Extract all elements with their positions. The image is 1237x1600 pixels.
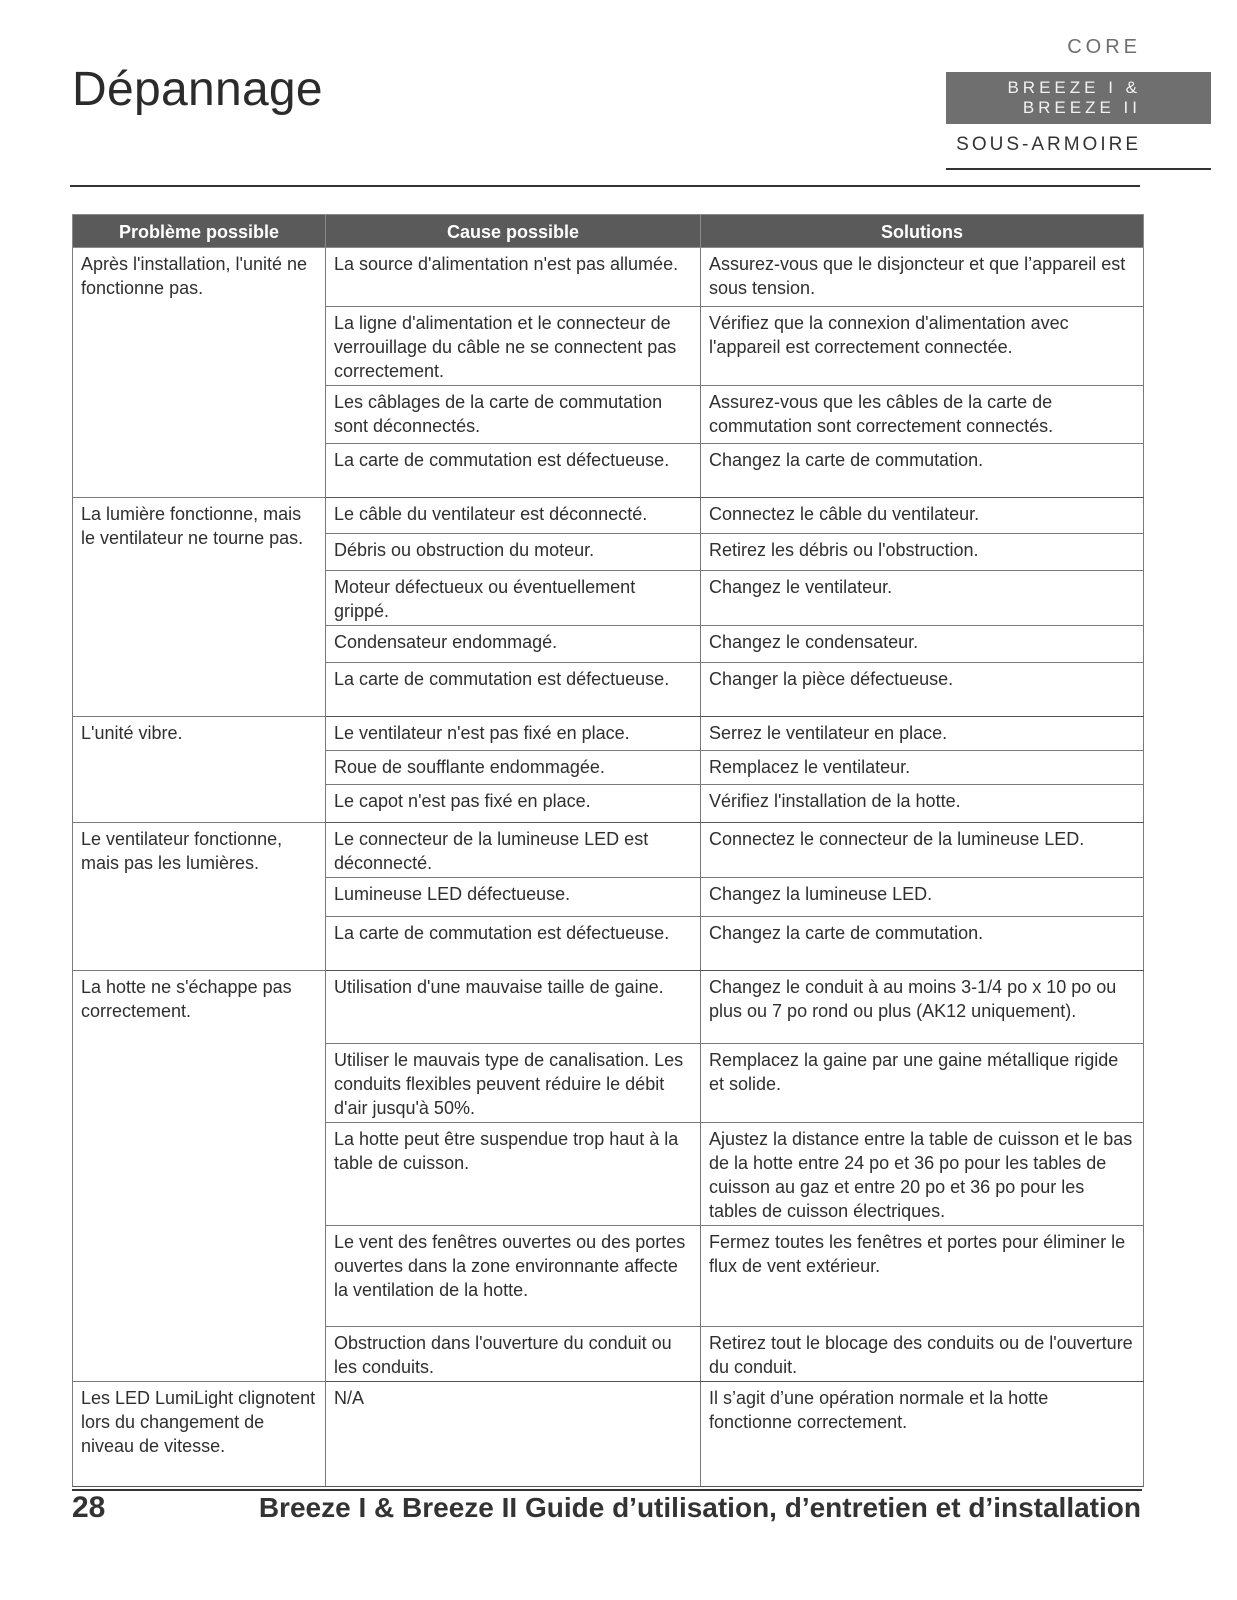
solution-cell: Changez la carte de commutation.	[701, 917, 1144, 971]
cause-cell: Les câblages de la carte de commutation sont déconnectés.	[326, 386, 701, 444]
solution-cell: Serrez le ventilateur en place.	[701, 717, 1144, 751]
solution-cell: Changez le condensateur.	[701, 626, 1144, 663]
cause-cell: Roue de soufflante endommagée.	[326, 751, 701, 785]
brand-core-label: CORE	[1067, 36, 1141, 58]
cause-cell: N/A	[326, 1382, 701, 1487]
column-header-solutions: Solutions	[701, 215, 1144, 248]
solution-cell: Changez le ventilateur.	[701, 571, 1144, 626]
solution-cell: Assurez-vous que le disjoncteur et que l’appareil est sous tension.	[701, 248, 1144, 307]
table-header-row	[73, 215, 1144, 248]
cause-cell: Le câble du ventilateur est déconnecté.	[326, 498, 701, 534]
solution-cell: Changez la lumineuse LED.	[701, 878, 1144, 917]
solution-cell: Changez la carte de commutation.	[701, 444, 1144, 498]
solution-cell: Changez le conduit à au moins 3-1/4 po x 10 po ou plus ou 7 po rond ou plus (AK12 uniquement).	[701, 971, 1144, 1044]
solution-cell: Vérifiez l'installation de la hotte.	[701, 785, 1144, 823]
solution-cell: Ajustez la distance entre la table de cuisson et le bas de la hotte entre 24 po et 36 po pour les tables de cuisson au gaz et entre 20 po et 36 po pour les tables de cuisson électriques.	[701, 1123, 1144, 1226]
solution-cell: Remplacez le ventilateur.	[701, 751, 1144, 785]
table-row	[73, 971, 1144, 1044]
cause-cell: La source d'alimentation n'est pas allumée.	[326, 248, 701, 307]
solution-cell: Connectez le connecteur de la lumineuse LED.	[701, 823, 1144, 878]
solution-cell: Il s’agit d’une opération normale et la hotte fonctionne correctement.	[701, 1382, 1144, 1487]
table-row	[73, 1382, 1144, 1487]
cause-cell: La ligne d'alimentation et le connecteur de verrouillage du câble ne se connectent pas correctement.	[326, 307, 701, 386]
cause-cell: Le ventilateur n'est pas fixé en place.	[326, 717, 701, 751]
brand-product-box	[946, 72, 1211, 124]
table-row	[73, 498, 1144, 534]
column-header-problem: Problème possible	[73, 215, 326, 248]
solution-cell: Vérifiez que la connexion d'alimentation avec l'appareil est correctement connectée.	[701, 307, 1144, 386]
page-title: Dépannage	[72, 63, 323, 116]
header-divider	[70, 185, 1140, 187]
cause-cell: Utiliser le mauvais type de canalisation. Les conduits flexibles peuvent réduire le débit d'air jusqu'à 50%.	[326, 1044, 701, 1123]
cause-cell: Lumineuse LED défectueuse.	[326, 878, 701, 917]
cause-cell: La hotte peut être suspendue trop haut à la table de cuisson.	[326, 1123, 701, 1226]
cause-cell: Le capot n'est pas fixé en place.	[326, 785, 701, 823]
cause-cell: Utilisation d'une mauvaise taille de gaine.	[326, 971, 701, 1044]
column-header-cause: Cause possible	[326, 215, 701, 248]
page-number: 28	[72, 1491, 106, 1524]
footer-divider	[72, 1489, 1142, 1491]
cause-cell: Débris ou obstruction du moteur.	[326, 534, 701, 571]
brand-product-line2: BREEZE II	[1022, 98, 1141, 117]
brand-underline	[946, 168, 1211, 170]
cause-cell: Moteur défectueux ou éventuellement grippé.	[326, 571, 701, 626]
table-row	[73, 248, 1144, 307]
brand-product-line1: BREEZE I &	[1007, 78, 1141, 97]
solution-cell: Connectez le câble du ventilateur.	[701, 498, 1144, 534]
cause-cell: Le vent des fenêtres ouvertes ou des portes ouvertes dans la zone environnante affecte la ventilation de la hotte.	[326, 1226, 701, 1327]
table-body	[73, 248, 1144, 1487]
problem-cell: Les LED LumiLight clignotent lors du changement de niveau de vitesse.	[73, 1382, 326, 1487]
problem-cell: L'unité vibre.	[73, 717, 326, 823]
cause-cell: La carte de commutation est défectueuse.	[326, 917, 701, 971]
brand-subtitle: SOUS-ARMOIRE	[956, 134, 1141, 155]
cause-cell: Condensateur endommagé.	[326, 626, 701, 663]
cause-cell: Le connecteur de la lumineuse LED est déconnecté.	[326, 823, 701, 878]
cause-cell: La carte de commutation est défectueuse.	[326, 663, 701, 717]
solution-cell: Remplacez la gaine par une gaine métallique rigide et solide.	[701, 1044, 1144, 1123]
solution-cell: Retirez tout le blocage des conduits ou de l'ouverture du conduit.	[701, 1327, 1144, 1382]
problem-cell: La hotte ne s'échappe pas correctement.	[73, 971, 326, 1382]
troubleshooting-table	[72, 214, 1144, 1487]
solution-cell: Fermez toutes les fenêtres et portes pour éliminer le flux de vent extérieur.	[701, 1226, 1144, 1327]
cause-cell: La carte de commutation est défectueuse.	[326, 444, 701, 498]
solution-cell: Assurez-vous que les câbles de la carte de commutation sont correctement connectés.	[701, 386, 1144, 444]
cause-cell: Obstruction dans l'ouverture du conduit ou les conduits.	[326, 1327, 701, 1382]
problem-cell: La lumière fonctionne, mais le ventilateur ne tourne pas.	[73, 498, 326, 717]
problem-cell: Après l'installation, l'unité ne fonctionne pas.	[73, 248, 326, 498]
table-row	[73, 717, 1144, 751]
solution-cell: Retirez les débris ou l'obstruction.	[701, 534, 1144, 571]
footer-title: Breeze I & Breeze II Guide d’utilisation, d’entretien et d’installation	[258, 1492, 1141, 1523]
solution-cell: Changer la pièce défectueuse.	[701, 663, 1144, 717]
table-row	[73, 823, 1144, 878]
problem-cell: Le ventilateur fonctionne, mais pas les lumières.	[73, 823, 326, 971]
